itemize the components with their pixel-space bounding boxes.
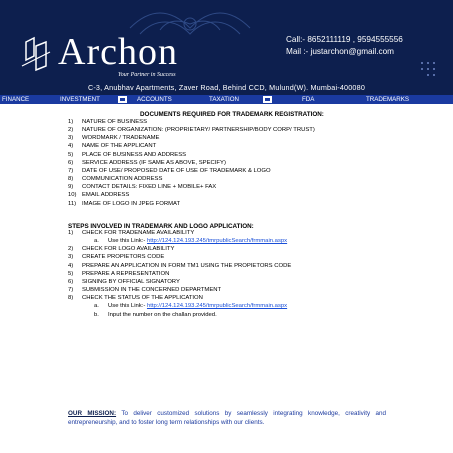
- services-bar: [0, 95, 453, 104]
- list-subitem: a. Use this Link:- http://124.124.193.245/tmrpublicSearch/frmmain.aspx: [94, 238, 288, 245]
- separator-icon: [118, 96, 127, 103]
- list-item: 1) CHECK FOR TRADENAME AVAILABILITY: [68, 230, 195, 236]
- tradename-search-link[interactable]: http://124.124.193.245/tmrpublicSearch/frmmain.aspx: [146, 238, 288, 245]
- office-address: C-3, Anubhav Apartments, Zaver Road, Behind CCD, Mulund(W). Mumbai-400080: [87, 83, 366, 92]
- service-taxation: TAXATION: [209, 96, 240, 103]
- section1-title: DOCUMENTS REQUIRED FOR TRADEMARK REGISTRATION:: [140, 111, 324, 118]
- list-subitem: b. Input the number on the challan provided.: [94, 311, 217, 318]
- letterhead-header: [0, 0, 453, 95]
- mission-label: OUR MISSION:: [68, 410, 117, 417]
- service-investment: INVESTMENT: [60, 96, 100, 103]
- separator-icon: [263, 96, 272, 103]
- status-search-link[interactable]: http://124.124.193.245/tmrpublicSearch/frmmain.aspx: [146, 303, 288, 310]
- email-address: Mail :- justarchon@gmail.com: [286, 47, 394, 56]
- section2-title: STEPS INVOLVED IN TRADEMARK AND LOGO APPLICATION:: [68, 223, 254, 230]
- list-item: 8) COMMUNICATION ADDRESS: [68, 176, 163, 183]
- list-item: 3) CREATE PROPIETORS CODE: [68, 254, 165, 261]
- mission-text: To deliver customized solutions by seamlessly integrating knowledge, creativity and entrepreneurship, and to foster long term relationships with our clients.: [68, 410, 386, 427]
- list-item: 4) PREPARE AN APPLICATION IN FORM TM1 USING THE PROPIETORS CODE: [68, 262, 292, 269]
- service-fda: FDA: [302, 96, 315, 103]
- list-item: 2) CHECK FOR LOGO AVAILABILITY: [68, 246, 175, 253]
- service-finance: FINANCE: [2, 96, 30, 103]
- list-item: 3) WORDMARK / TRADENAME: [68, 135, 160, 142]
- list-item: 6) SERVICE ADDRESS (IF SAME AS ABOVE, SPECIFY): [68, 159, 226, 166]
- contact-block: [286, 34, 403, 58]
- mission-statement: [68, 409, 386, 427]
- list-item: 6) SIGNING BY OFFICIAL SIGNATORY: [68, 278, 180, 285]
- list-item: 7) SUBMISSION IN THE CONCERNED DEPARTMENT: [68, 287, 222, 294]
- list-subitem: a. Use this Link:- http://124.124.193.245/tmrpublicSearch/frmmain.aspx: [94, 303, 288, 310]
- phone-numbers: Call:- 8652111119 , 9594555556: [286, 35, 403, 44]
- tagline: Your Partner in Success: [118, 72, 176, 78]
- service-accounts: ACCOUNTS: [137, 96, 172, 103]
- logo-text: Archon: [58, 31, 178, 73]
- list-item: 4) NAME OF THE APPLICANT: [68, 143, 157, 150]
- list-item: 11) IMAGE OF LOGO IN JPEG FORMAT: [68, 200, 181, 207]
- list-item: 7) DATE OF USE/ PROPOSED DATE OF USE OF TRADEMARK & LOGO: [68, 167, 271, 174]
- documents-list: [68, 118, 315, 208]
- list-item: 10) EMAIL ADDRESS: [68, 192, 130, 199]
- list-item: 9) CONTACT DETAILS: FIXED LINE + MOBILE+ FAX: [68, 184, 217, 191]
- service-trademarks: TRADEMARKS: [366, 96, 409, 103]
- list-item: 5) PLACE OF BUSINESS AND ADDRESS: [68, 151, 187, 158]
- steps-list: [68, 229, 291, 319]
- list-item: 2) NATURE OF ORGANIZATION: (PROPRIETARY/ PARTNERSHIP/BODY CORP/ TRUST): [68, 127, 315, 134]
- archon-logo-icon: [20, 36, 54, 74]
- dots-decoration: [419, 60, 437, 78]
- list-item: 5) PREPARE A REPRESENTATION: [68, 270, 170, 277]
- list-item: 1) NATURE OF BUSINESS: [68, 119, 148, 125]
- list-item: 8) CHECK THE STATUS OF THE APPLICATION: [68, 295, 203, 302]
